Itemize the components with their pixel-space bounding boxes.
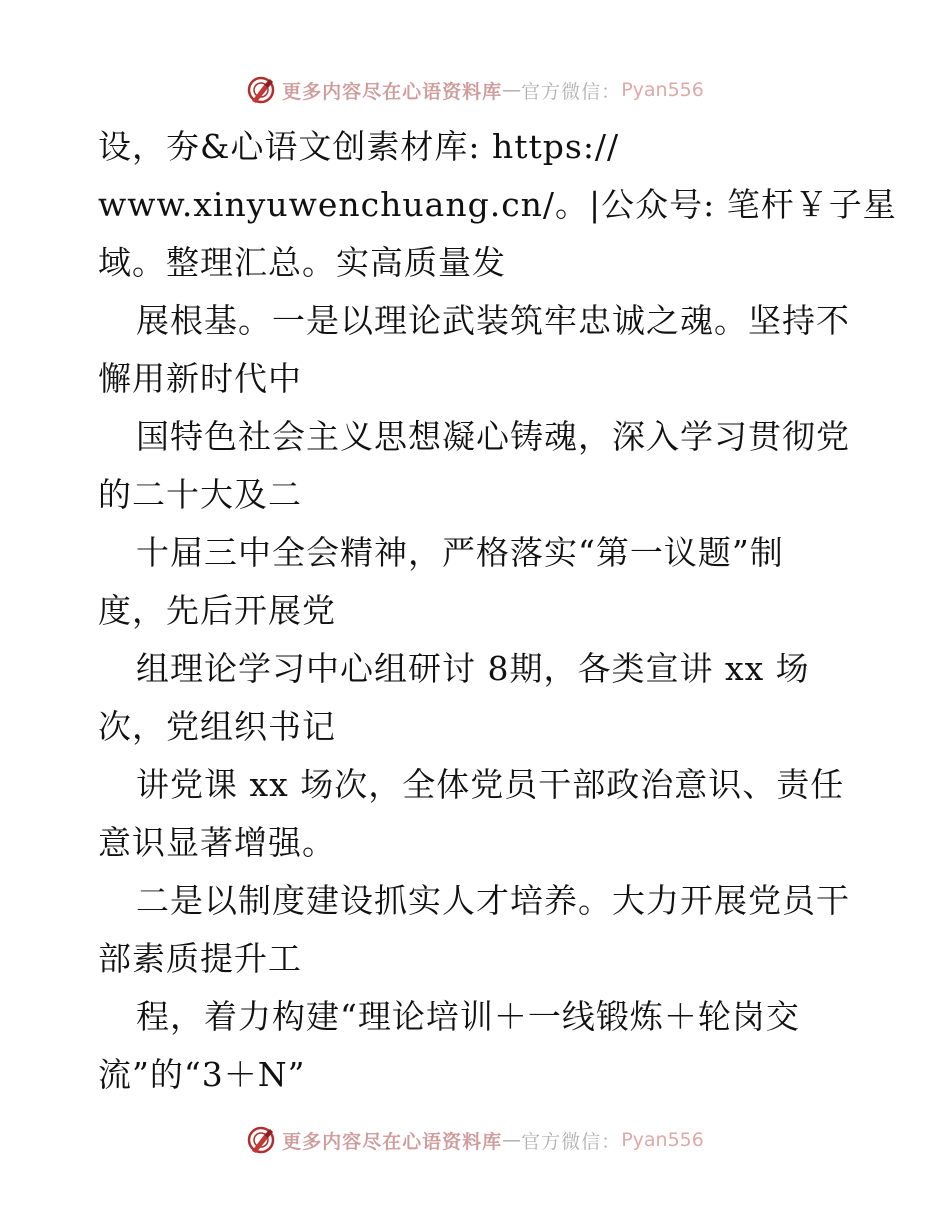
- footer-banner: [0, 1120, 950, 1160]
- body-line: 懈用新时代中: [98, 359, 302, 398]
- body-line: 组理论学习中心组研讨 8期，各类宣讲 xx 场: [136, 649, 810, 688]
- body-line: 部素质提升工: [98, 939, 302, 978]
- pen-logo-icon: [246, 1125, 276, 1155]
- body-line: 域。整理汇总。实高质量发: [98, 243, 506, 282]
- body-line: 次，党组织书记: [98, 707, 336, 746]
- body-line: 度，先后开展党: [98, 591, 336, 630]
- banner-dash: —: [502, 79, 522, 101]
- banner-wechat-label: 官方微信：: [521, 80, 622, 103]
- body-line: 二是以制度建设抓实人才培养。大力开展党员干: [136, 881, 850, 920]
- header-banner: [0, 70, 950, 110]
- banner-wechat-label: 官方微信：: [521, 1130, 622, 1153]
- body-line: 国特色社会主义思想凝心铸魂，深入学习贯彻党: [136, 417, 850, 456]
- body-line: 意识显著增强。: [98, 823, 336, 862]
- body-line: 讲党课 xx 场次，全体党员干部政治意识、责任: [136, 765, 845, 804]
- body-line: 展根基。一是以理论武装筑牢忠诚之魂。坚持不: [136, 301, 850, 340]
- document-body: [98, 118, 897, 1104]
- body-line: 十届三中全会精神，严格落实“第一议题”制: [136, 533, 784, 572]
- body-line: www.xinyuwenchuang.cn/。|公众号: 笔杆￥子星: [98, 185, 897, 224]
- banner-wechat-id: Pyan556: [621, 79, 704, 101]
- banner-main-text: 更多内容尽在心语资料库: [282, 1130, 503, 1153]
- body-line: 的二十大及二: [98, 475, 302, 514]
- pen-logo-icon: [246, 75, 276, 105]
- body-line: 程，着力构建“理论培训＋一线锻炼＋轮岗交: [136, 997, 800, 1036]
- body-line: 流”的“3＋N”: [98, 1055, 306, 1094]
- banner-dash: —: [502, 1129, 522, 1151]
- banner-main-text: 更多内容尽在心语资料库: [282, 80, 503, 103]
- banner-wechat-id: Pyan556: [621, 1129, 704, 1151]
- body-line: 设，夯&心语文创素材库: https://: [98, 127, 620, 166]
